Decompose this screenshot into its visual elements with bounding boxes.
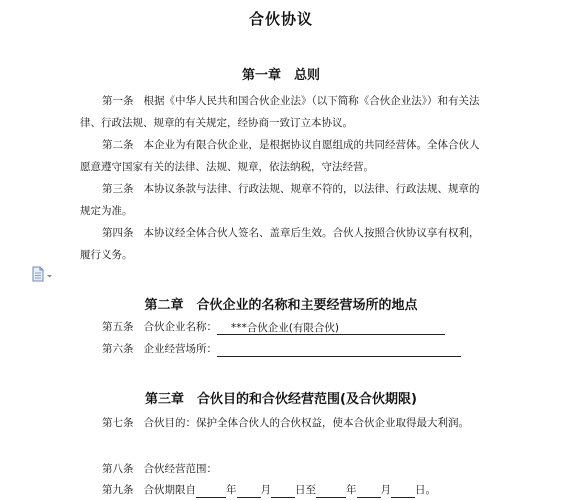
article-6 <box>102 341 461 357</box>
year-label: 年 <box>346 484 357 496</box>
month-label: 月 <box>260 484 271 496</box>
article-1 <box>80 90 480 134</box>
article-text: 本协议条款与法律、行政法规、规章不符的，以法律、行政法规、规章的规定为准。 <box>80 183 480 217</box>
article-8 <box>102 461 217 477</box>
article-number: 第七条 <box>102 417 134 429</box>
end-year-field[interactable] <box>316 483 346 498</box>
article-label: 合伙企业名称： <box>143 321 217 333</box>
article-number: 第八条 <box>102 463 134 475</box>
article-number: 第六条 <box>102 343 134 355</box>
article-number: 第一条 <box>102 95 134 107</box>
article-7 <box>80 412 480 434</box>
article-label: 合伙经营范围： <box>143 463 217 475</box>
start-month-field[interactable] <box>237 483 261 498</box>
day-end-label: 日。 <box>415 484 436 496</box>
article-label: 合伙期限自 <box>143 484 196 496</box>
article-9 <box>102 482 436 498</box>
document-dropdown-icon[interactable] <box>30 266 54 282</box>
article-text: 本协议经全体合伙人签名、盖章后生效。合伙人按照合伙协议享有权利，履行义务。 <box>80 227 480 261</box>
article-5 <box>102 319 445 335</box>
article-3 <box>80 178 480 222</box>
article-number: 第三条 <box>102 183 134 195</box>
article-2 <box>80 134 480 178</box>
chapter2-heading: 第二章 合伙企业的名称和主要经营场所的地点 <box>144 298 418 313</box>
end-month-field[interactable] <box>357 483 381 498</box>
chapter1-heading: 第一章 总则 <box>241 68 320 83</box>
article-number: 第四条 <box>102 227 134 239</box>
business-address-field[interactable] <box>217 342 461 357</box>
article-number: 第五条 <box>102 321 134 333</box>
article-text: 本企业为有限合伙企业，是根据协议自愿组成的共同经营体。全体合伙人愿意遵守国家有关的法律、法规、规章，依法纳税，守法经营。 <box>80 139 480 173</box>
article-number: 第九条 <box>102 484 134 496</box>
article-4 <box>80 222 480 266</box>
article-text: 根据《中华人民共和国合伙企业法》（以下简称《合伙企业法》）和有关法律、行政法规、规章的有关规定，经协商一致订立本协议。 <box>80 95 480 129</box>
end-day-field[interactable] <box>391 483 415 498</box>
document-title: 合伙协议 <box>248 10 313 28</box>
article-text: 合伙目的：保护全体合伙人的合伙权益，使本合伙企业取得最大利润。 <box>143 417 469 429</box>
start-day-field[interactable] <box>271 483 295 498</box>
year-label: 年 <box>226 484 237 496</box>
company-name-field[interactable]: ***合伙企业(有限合伙) <box>217 320 445 335</box>
chapter3-heading: 第三章 合伙目的和合伙经营范围(及合伙期限) <box>145 392 417 407</box>
day-to-label: 日至 <box>295 484 316 496</box>
article-label: 企业经营场所： <box>143 343 217 355</box>
start-year-field[interactable] <box>196 483 226 498</box>
article-number: 第二条 <box>102 139 134 151</box>
month-label: 月 <box>380 484 391 496</box>
